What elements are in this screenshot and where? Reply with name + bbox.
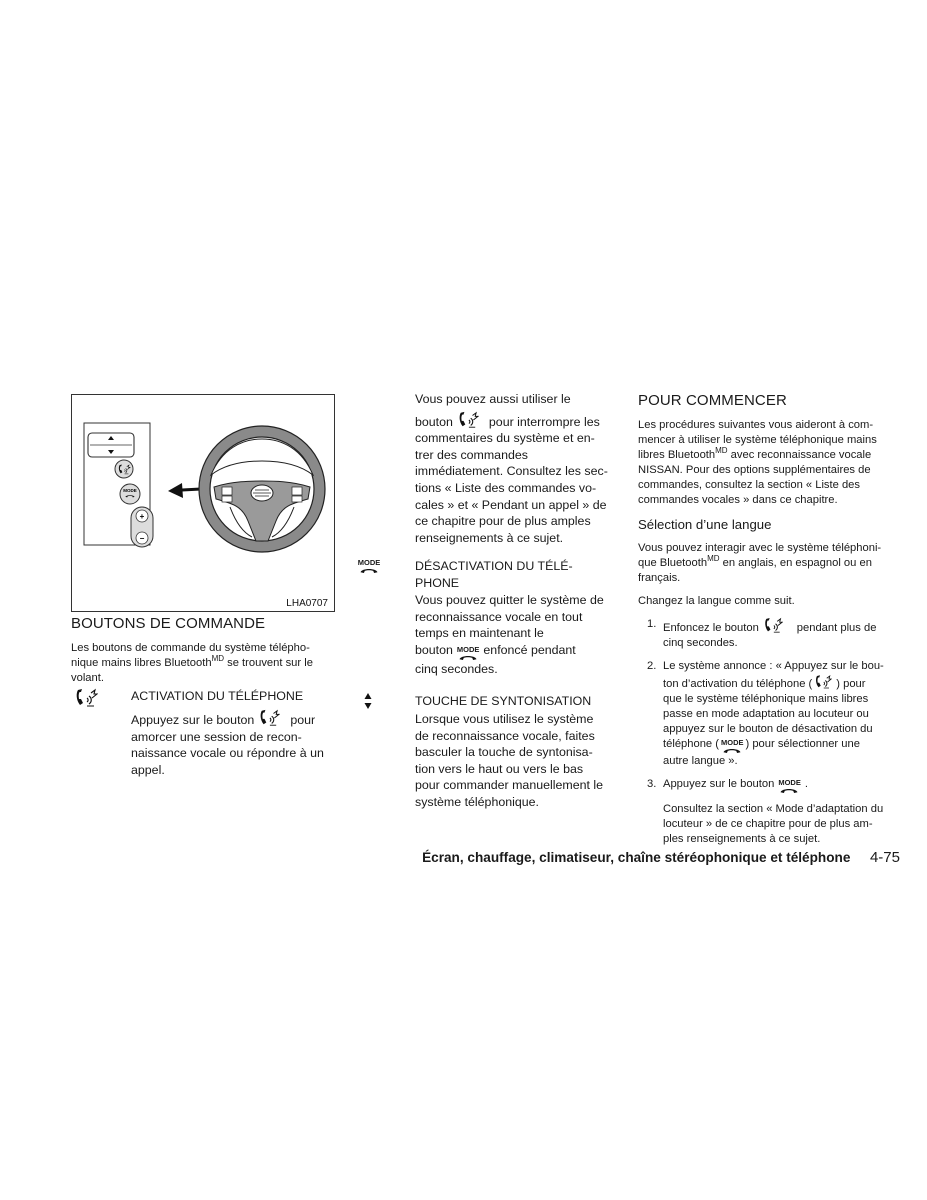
deactivation-text <box>415 592 625 677</box>
talk-icon <box>814 674 834 690</box>
activation-text <box>131 709 341 778</box>
tune-line4: tion vers le haut ou vers le bas <box>415 761 584 776</box>
right-intro-line2: mencer à utiliser le système téléphonique mains <box>638 434 877 446</box>
right-intro-line6: commandes vocales » dans ce chapitre. <box>638 494 838 506</box>
tune-line6: système téléphonique. <box>415 794 539 809</box>
footer-chapter-title: Écran, chauffage, climatiseur, chaîne stéréophonique et téléphone <box>422 850 851 865</box>
tuning-arrows-icon <box>363 692 373 710</box>
middle-p1-line9: renseignements à ce sujet. <box>415 530 564 545</box>
right-intro-line4: NISSAN. Pour des options supplémentaires de <box>638 464 871 476</box>
right-intro <box>638 418 900 508</box>
lang-line2: que Bluetooth$^{MD}$ en anglais, en espagnol ou en <box>638 554 872 569</box>
mode-hangup-icon: MODE <box>457 646 480 661</box>
left-intro <box>71 641 341 686</box>
middle-p1-line5: immédiatement. Consultez les sec- <box>415 464 608 479</box>
activation-line4: appel. <box>131 762 165 777</box>
middle-p1-line6: tions « Liste des commandes vo- <box>415 480 597 495</box>
step-1: 1. Enfoncez le bouton pendant plus de cinq secondes. <box>647 618 877 649</box>
middle-p1-line8: ce chapitre pour de plus amples <box>415 514 591 529</box>
middle-p1-line3: commentaires du système et en- <box>415 431 595 446</box>
language-paragraph <box>638 541 900 586</box>
middle-p1-line1: Vous pouvez aussi utiliser le <box>415 392 571 406</box>
talk-icon <box>763 617 785 634</box>
tune-line2: de reconnaissance vocale, faites <box>415 728 595 743</box>
mode-hangup-icon: MODE <box>778 779 801 794</box>
consult-paragraph: Consultez la section « Mode d’adaptation du locuteur » de ce chapitre pour de plus am- ples renseignements à ce sujet. <box>663 803 884 845</box>
page-footer <box>422 849 900 866</box>
talk-icon <box>74 688 98 708</box>
talk-icon <box>457 411 481 429</box>
tuning-text <box>415 711 625 811</box>
tune-line5: pour commander manuellement le <box>415 778 604 793</box>
activation-line1: Appuyez sur le bouton pour <box>131 709 341 729</box>
section-title-boutons: BOUTONS DE COMMANDE <box>71 615 266 632</box>
figure-label: LHA0707 <box>286 598 328 609</box>
steps-list <box>638 617 900 847</box>
tune-line3: basculer la touche de syntonisa- <box>415 745 593 760</box>
mode-hangup-icon: MODE <box>356 559 382 574</box>
activation-title: ACTIVATION DU TÉLÉPHONE <box>131 689 304 703</box>
talk-icon <box>258 709 282 727</box>
left-intro-line3: volant. <box>71 672 104 684</box>
figure-mode-text: MODE <box>123 488 137 493</box>
steering-wheel-figure <box>71 394 335 612</box>
activation-line3: naissance vocale ou répondre à un <box>131 746 324 761</box>
right-intro-line3: libres Bluetooth$^{MD}$ avec reconnaissance vocale <box>638 446 872 461</box>
change-language-line: Changez la langue comme suit. <box>638 595 795 607</box>
lang-line1: Vous pouvez interagir avec le système téléphoni- <box>638 542 882 554</box>
deactivation-title: DÉSACTIVATION DU TÉLÉ- PHONE <box>415 559 573 590</box>
steering-wheel-illustration <box>72 395 334 611</box>
step-2: 2. Le système annonce : « Appuyez sur le bou- ton d’activation du téléphone ( ) pour que le système téléphonique mains libres passe en mode adaptation au locuteur ou appuyez sur le bouton de désactivation du téléphone ( MODE ) pour sélectionner une autre langue ». <box>647 660 884 767</box>
deact-line3: temps en maintenant le <box>415 626 544 641</box>
subsection-title-langue: Sélection d’une langue <box>638 517 772 532</box>
deact-line5: cinq secondes. <box>415 661 498 676</box>
svg-text:−: − <box>139 534 145 543</box>
step-3: 3. Appuyez sur le bouton MODE . <box>638 777 900 794</box>
svg-text:+: + <box>139 512 145 521</box>
left-intro-line2: nique mains libres Bluetooth$^{MD}$ se trouvent sur le <box>71 654 313 669</box>
left-intro-line1: Les boutons de commande du système télépho- <box>71 642 310 654</box>
deact-line1: Vous pouvez quitter le système de <box>415 593 604 607</box>
middle-paragraph <box>415 391 625 546</box>
activation-line2: amorcer une session de recon- <box>131 729 302 744</box>
deact-line4: bouton MODE enfoncé pendant <box>415 642 625 661</box>
deact-line2: reconnaissance vocale en tout <box>415 609 583 624</box>
lang-line3: français. <box>638 572 681 584</box>
tune-line1: Lorsque vous utilisez le système <box>415 712 594 726</box>
page-number: 4-75 <box>869 849 900 866</box>
middle-p1-line2: bouton pour interrompre les <box>415 411 625 431</box>
right-intro-line5: commandes, consultez la section « Liste des <box>638 479 861 491</box>
middle-p1-line7: cales » et « Pendant un appel » de <box>415 497 607 512</box>
right-intro-line1: Les procédures suivantes vous aideront à com- <box>638 419 874 431</box>
middle-p1-line4: trer des commandes <box>415 447 528 462</box>
tuning-title: TOUCHE DE SYNTONISATION <box>415 694 592 708</box>
section-title-commencer: POUR COMMENCER <box>638 392 787 409</box>
mode-hangup-icon: MODE <box>721 739 744 754</box>
